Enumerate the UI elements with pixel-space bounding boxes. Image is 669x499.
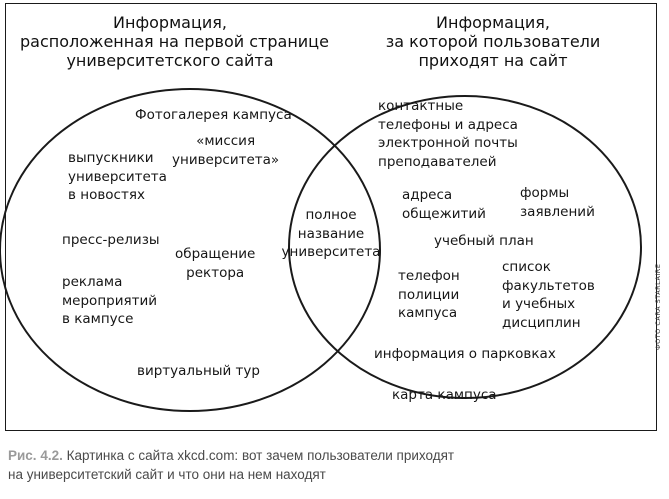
item-line: ректора [186, 264, 245, 281]
item-line: полное [305, 207, 357, 223]
item-line: список [502, 259, 551, 275]
item-full-university-name [272, 206, 390, 262]
caption-line-2: на университетский сайт и что они на нем находят [8, 467, 326, 482]
item-rector-address [175, 245, 255, 282]
item-university-mission [172, 132, 279, 169]
item-line: дисциплин [502, 314, 581, 331]
right-heading-line: за которой пользователи [385, 32, 601, 51]
item-line: контактные [378, 98, 464, 114]
item-press-releases [62, 231, 160, 250]
item-line: телефон [398, 268, 460, 284]
item-line: и учебных [502, 296, 576, 312]
item-line: обращение [175, 246, 256, 262]
right-heading-line: приходят на сайт [418, 51, 568, 70]
right-heading-line: Информация, [436, 13, 550, 32]
item-parking-info [374, 345, 556, 364]
item-line: учебный план [434, 233, 534, 249]
item-line: университета [68, 168, 167, 185]
item-line: название [297, 225, 365, 242]
item-line: информация о парковках [374, 346, 556, 362]
item-application-forms [520, 184, 595, 221]
item-campus-police-phone [398, 267, 460, 323]
item-virtual-tour [137, 362, 260, 381]
item-line: в кампусе [62, 311, 134, 327]
item-campus-map [392, 386, 497, 405]
item-line: формы [520, 185, 570, 201]
item-line: «миссия [196, 133, 256, 149]
photo-credit: ФОТО CARA STARLAIRE [654, 263, 662, 350]
right-heading [368, 13, 618, 70]
item-campus-gallery [135, 106, 292, 125]
left-heading-line: расположенная на первой странице [20, 32, 329, 51]
item-line: реклама [62, 274, 123, 290]
item-line: в новостях [68, 187, 145, 203]
left-heading [20, 13, 329, 70]
item-line: электронной почты [378, 135, 518, 151]
item-curriculum [434, 232, 534, 251]
item-line: пресс-релизы [62, 232, 160, 248]
figure-caption [8, 446, 658, 484]
item-line: выпускники [68, 150, 154, 166]
item-line: университета [281, 244, 381, 260]
item-line: факультетов [502, 277, 595, 294]
item-line: кампуса [398, 305, 458, 321]
item-line: телефоны и адреса [378, 116, 518, 133]
item-line: Фотогалерея кампуса [135, 107, 292, 123]
item-line: общежитий [402, 205, 486, 222]
item-faculties-list [502, 258, 595, 332]
item-dorm-addresses [402, 186, 486, 223]
item-line: заявлений [520, 203, 595, 220]
item-faculty-contacts [378, 97, 518, 171]
item-line: полиции [398, 286, 460, 303]
caption-line-1: Картинка с сайта xkcd.com: вот зачем пользователи приходят [66, 448, 455, 463]
left-heading-line: Информация, [113, 13, 227, 32]
item-line: мероприятий [62, 292, 158, 309]
item-line: университета» [172, 151, 280, 168]
left-heading-line: университетского сайта [66, 51, 274, 70]
item-graduates-news [68, 149, 167, 205]
item-campus-events [62, 273, 157, 329]
item-line: преподавателей [378, 153, 497, 170]
item-line: виртуальный тур [137, 363, 260, 379]
caption-label: Рис. 4.2. [8, 448, 63, 463]
item-line: карта кампуса [392, 387, 497, 403]
item-line: адреса [402, 187, 453, 203]
